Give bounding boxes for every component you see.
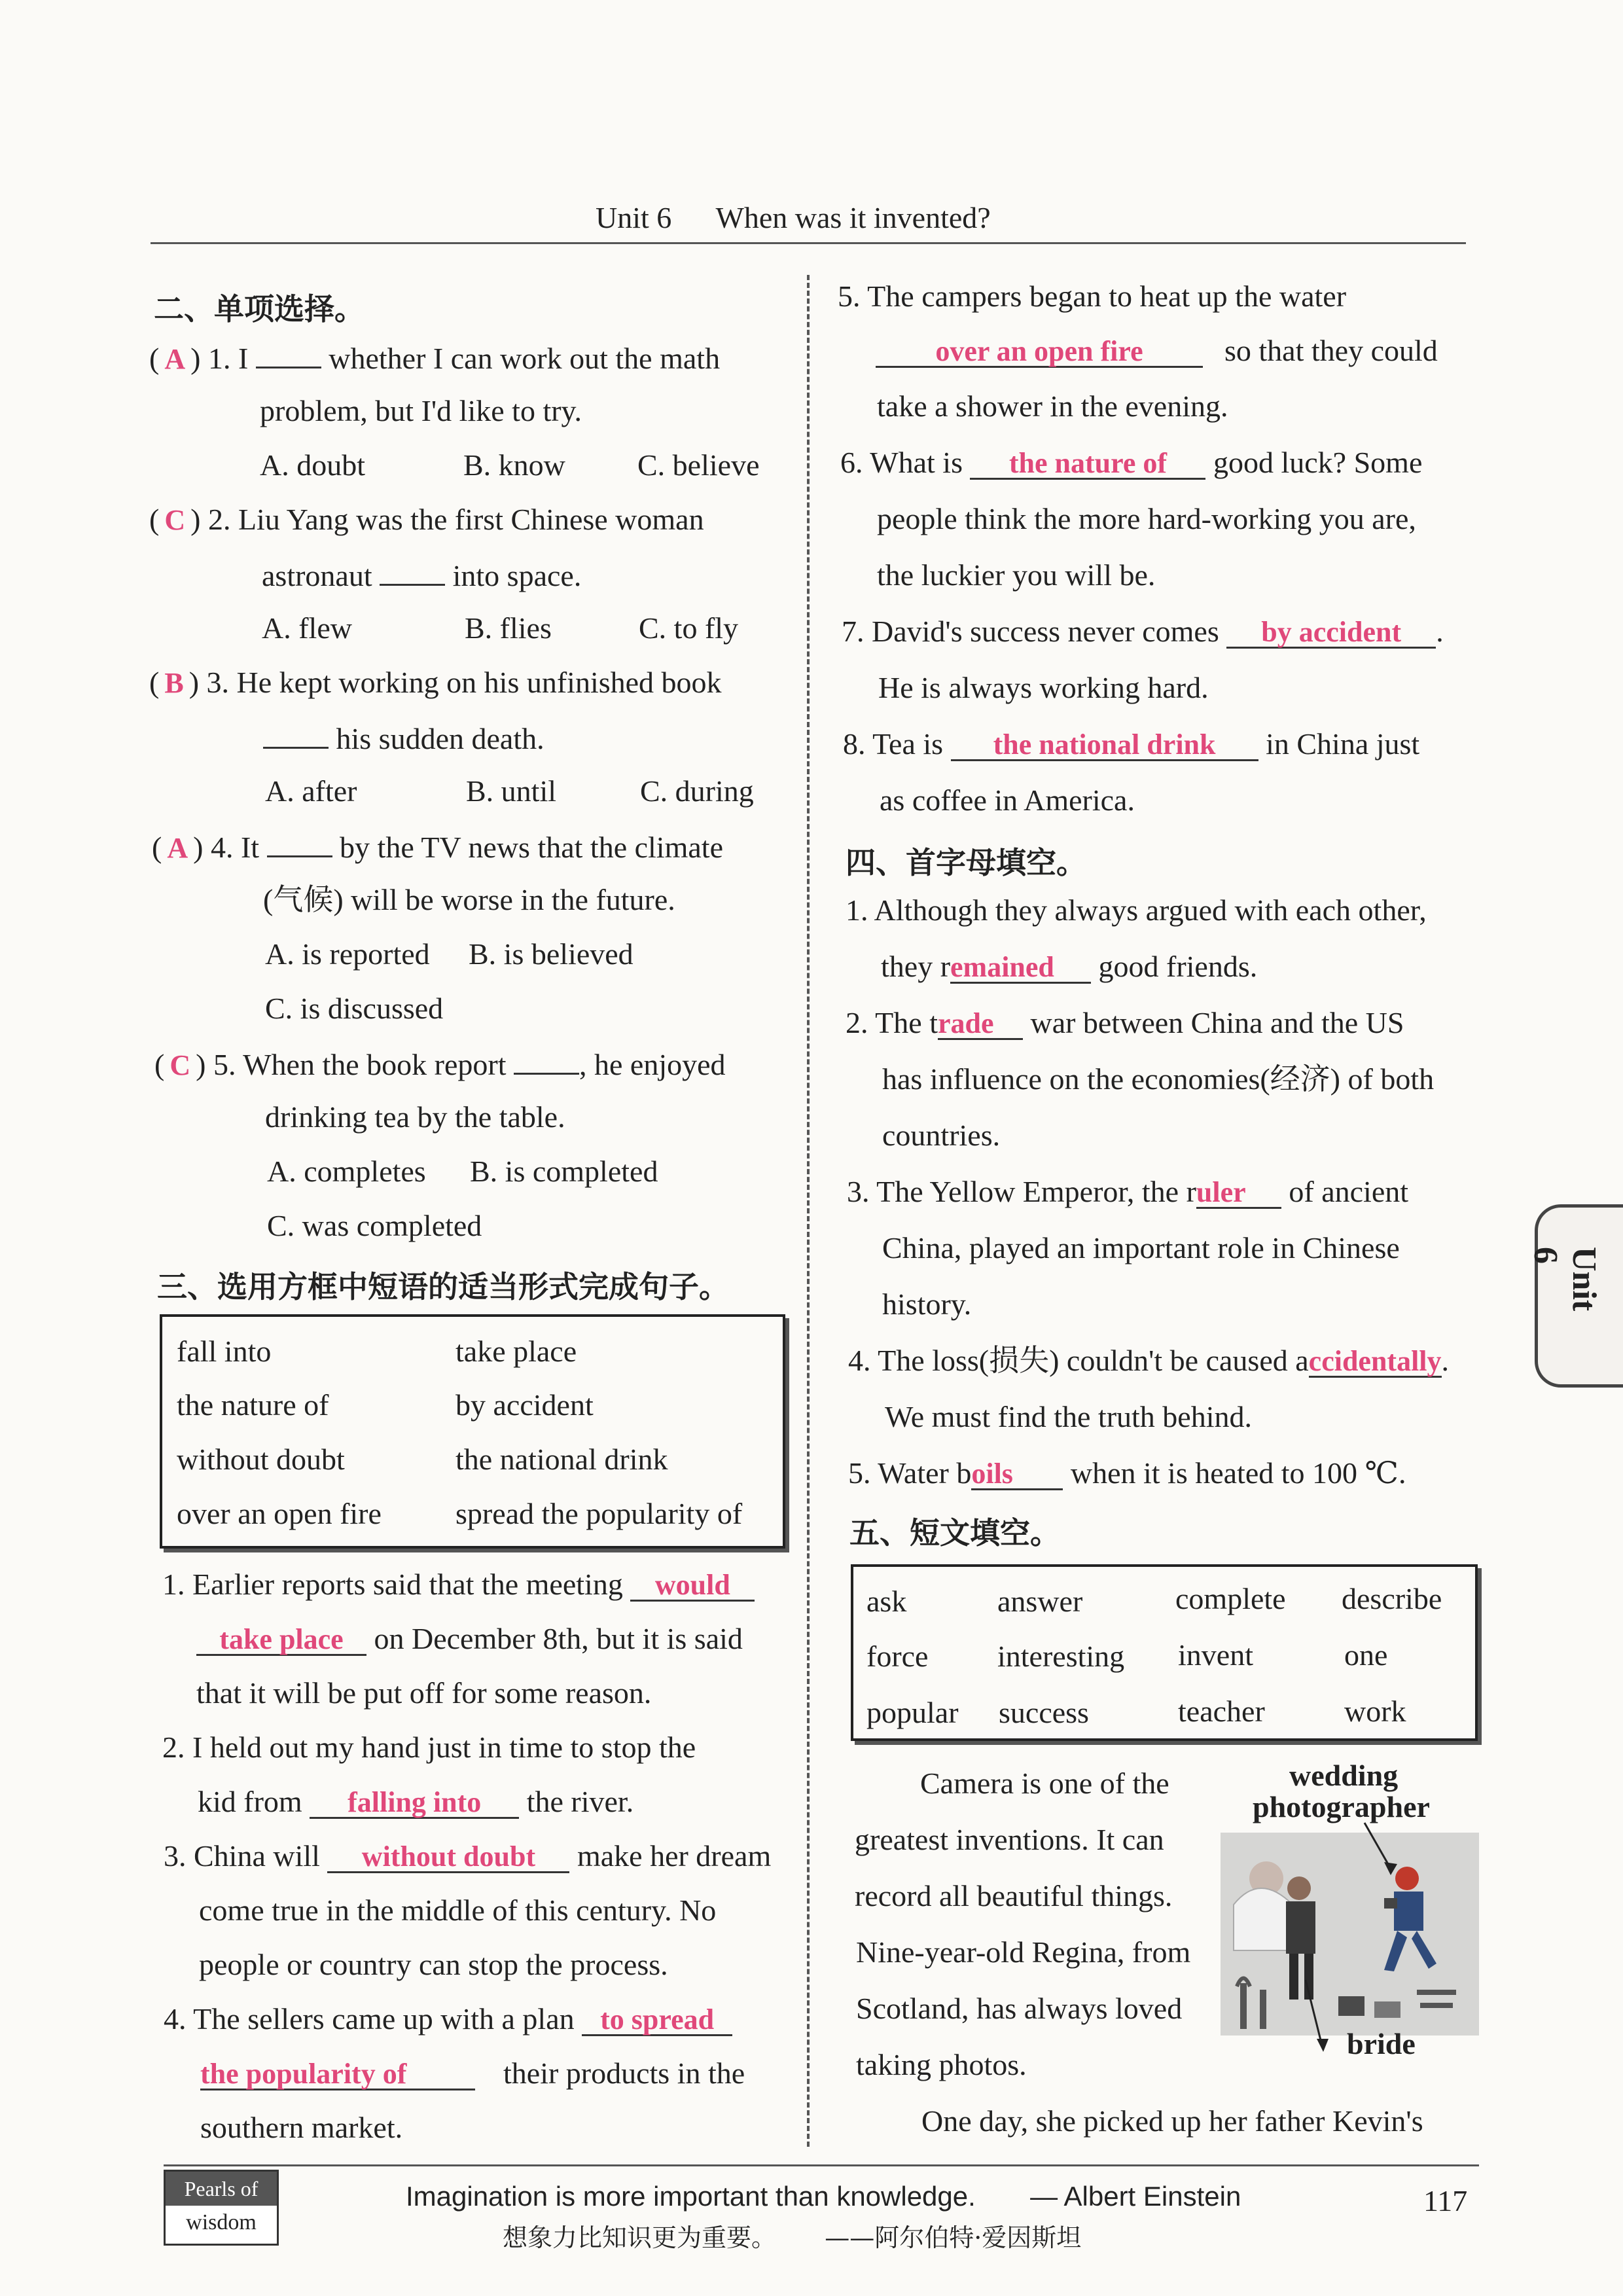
section2-heading: 二、单项选择。 [154,291,365,327]
initial-answer-5: oils [971,1458,1013,1490]
initial-answer-2: rade [937,1007,994,1039]
wedding-photo [1221,1833,1479,2036]
unit-side-tab: Unit 6 [1535,1204,1623,1388]
arrow-bride [1302,1977,1342,2055]
page-header [596,203,991,233]
answer-5: C [169,1049,191,1081]
fill-answer-2: falling into [348,1786,482,1818]
phrase-item-8: 8. Tea is the national drink in China just [843,727,1420,761]
initial-item-2: 2. The trade war between China and the US [846,1006,1404,1039]
phrase-item-7: 7. David's success never comes by accident . [842,615,1444,648]
initial-item-4: 4. The loss(损失) couldn't be caused accidentally. [848,1344,1450,1377]
phrase-item-1: 1. Earlier reports said that the meeting would [162,1570,755,1602]
section5-heading: 五、短文填空。 [849,1515,1060,1551]
blank-1 [256,342,321,368]
initial-item-1: 1. Although they always argued with each other, [846,893,1427,927]
footer-rule [164,2164,1479,2166]
section4-heading: 四、首字母填空。 [846,845,1086,880]
mc-question-1: ( A ) 1. I whether I can work out the math [149,342,721,375]
column-divider [807,275,810,2147]
fill-answer-4b: the popularity of [200,2058,407,2090]
header-rule [151,242,1466,244]
unit-label: Unit 6 [596,201,672,234]
footer-quote-en: Imagination is more important than knowledge. — Albert Einstein [406,2181,1241,2212]
fill-answer-3: without doubt [361,1840,536,1873]
footer-quote-zh: 想象力比知识更为重要。 ——阿尔伯特·爱因斯坦 [503,2223,1082,2252]
page-title: When was it invented? [715,201,991,234]
initial-answer-3: uler [1196,1176,1246,1208]
phrase-item-3: 3. China will without doubt make her dream [164,1839,772,1873]
pearls-badge [164,2170,279,2246]
fill-answer-7: by accident [1261,616,1402,648]
page-number: 117 [1423,2184,1468,2217]
figure-label-photographer-2: photographer [1253,1790,1430,1823]
fill-answer-1b: take place [219,1623,344,1655]
blank-4 [267,831,332,857]
mc-question-3: ( B ) 3. He kept working on his unfinished book [149,666,722,699]
initial-item-3: 3. The Yellow Emperor, the ruler of ancient [847,1175,1409,1208]
fill-answer-8: the national drink [993,728,1216,761]
figure-label-bride: bride [1347,2027,1416,2060]
initial-item-5: 5. Water boils when it is heated to 100 ℃. [848,1456,1406,1490]
pearls-badge-bottom: wisdom [186,2210,257,2234]
initial-answer-4: ccidentally [1308,1345,1442,1377]
blank-3 [263,722,329,749]
blank-5 [514,1048,579,1075]
phrase-item-6: 6. What is the nature of good luck? Some [840,446,1423,479]
answer-3: B [164,667,184,699]
phrase-item-4: 4. The sellers came up with a plan to spread [164,2004,732,2036]
pearls-badge-top: Pearls of [166,2172,277,2206]
wedding-illustration [1221,1833,1479,2036]
mc-question-5: ( C ) 5. When the book report , he enjoyed [154,1048,726,1081]
fill-answer-5: over an open fire [935,335,1143,367]
section3-heading: 三、选用方框中短语的适当形式完成句子。 [157,1269,729,1304]
fill-answer-4a: to spread [600,2003,715,2036]
answer-4: A [167,832,188,864]
arrow-photographer [1361,1820,1400,1878]
mc-question-4: ( A ) 4. It by the TV news that the climate [152,831,723,864]
mc-question-2: ( C ) 2. Liu Yang was the first Chinese woman [149,503,704,536]
fill-answer-6: the nature of [1008,447,1168,479]
blank-2 [380,559,445,586]
answer-1: A [164,343,186,375]
answer-2: C [164,504,186,536]
figure-label-photographer: wedding [1289,1759,1399,1792]
phrase-item-5: 5. The campers began to heat up the water [838,279,1347,313]
initial-answer-1: emained [950,951,1054,983]
fill-answer-1a: would [654,1569,730,1601]
phrase-item-2: 2. I held out my hand just in time to stop the [162,1731,696,1764]
